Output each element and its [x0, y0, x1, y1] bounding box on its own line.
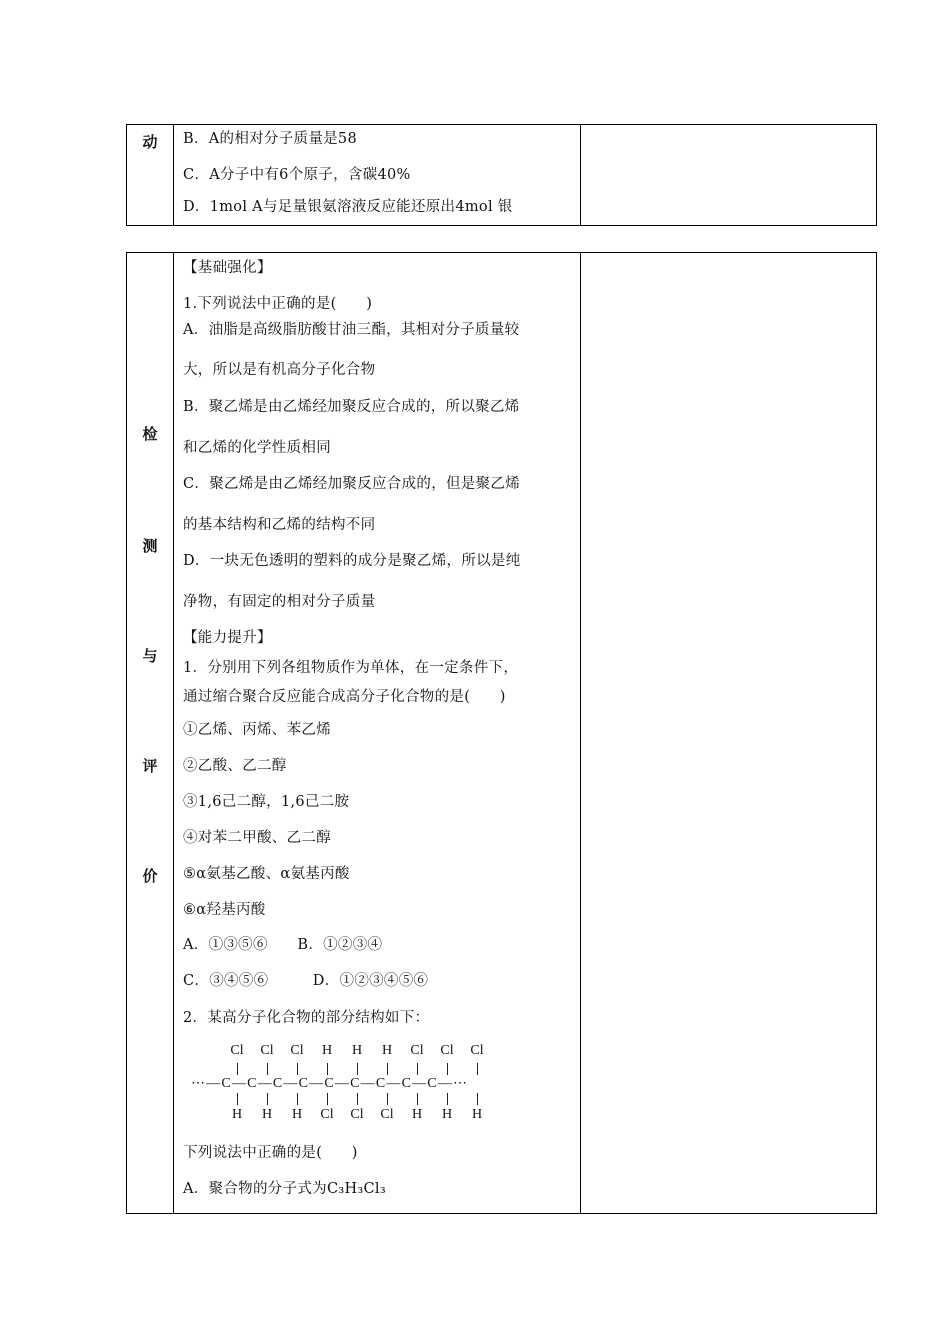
formula-bond — [267, 1093, 268, 1105]
side-label-yu: 与 — [142, 647, 158, 665]
q1-option-d-line2: 净物，有固定的相对分子质量 — [183, 594, 376, 610]
q1-option-c-line2: 的基本结构和乙烯的结构不同 — [183, 517, 376, 533]
option-b-line: B．A的相对分子质量是58 — [183, 131, 357, 147]
side-label-ce: 测 — [142, 537, 158, 555]
formula-bottom-atom: H — [231, 1107, 243, 1122]
formula-bottom-atom: H — [441, 1107, 453, 1122]
choice-item-3: ③1,6己二醇，1,6己二胺 — [183, 794, 350, 810]
formula-bottom-atom: H — [261, 1107, 273, 1122]
section-heading-basic: 【基础强化】 — [183, 260, 272, 276]
question-1-stem: 1.下列说法中正确的是( ) — [183, 296, 373, 312]
formula-bottom-atom: H — [411, 1107, 423, 1122]
formula-top-atom: Cl — [470, 1043, 484, 1058]
formula-bond — [357, 1063, 358, 1075]
column-divider-left — [173, 253, 174, 1213]
side-label-dong: 动 — [142, 133, 158, 151]
answer-options-cd: C．③④⑤⑥ D．①②③④⑤⑥ — [183, 973, 429, 989]
formula-bond — [417, 1093, 418, 1105]
column-divider-left — [173, 125, 174, 225]
side-label-jian: 检 — [142, 425, 158, 443]
q1-option-a-line2: 大，所以是有机高分子化合物 — [183, 362, 376, 378]
formula-bond — [447, 1063, 448, 1075]
q1-option-b-line1: B．聚乙烯是由乙烯经加聚反应合成的，所以聚乙烯 — [183, 399, 520, 415]
formula-bottom-atom: H — [471, 1107, 483, 1122]
formula-top-atom: Cl — [230, 1043, 244, 1058]
formula-bond — [237, 1093, 238, 1105]
q1-option-c-line1: C．聚乙烯是由乙烯经加聚反应合成的，但是聚乙烯 — [183, 476, 520, 492]
section-heading-advanced: 【能力提升】 — [183, 630, 272, 646]
main-table — [126, 252, 877, 1214]
question-3-stem: 2．某高分子化合物的部分结构如下： — [183, 1010, 430, 1026]
formula-bond — [237, 1063, 238, 1075]
q1-option-a-line1: A．油脂是高级脂肪酸甘油三酯，其相对分子质量较 — [183, 322, 520, 338]
choice-item-6: ⑥α羟基丙酸 — [183, 902, 266, 918]
formula-bond — [297, 1063, 298, 1075]
question-2-stem-line2: 通过缩合聚合反应能合成高分子化合物的是( ) — [183, 689, 506, 705]
formula-bond — [297, 1093, 298, 1105]
option-d-line: D．1mol A与足量银氨溶液反应能还原出4mol 银 — [183, 199, 513, 215]
formula-bottom-atom: Cl — [320, 1107, 334, 1122]
formula-bottom-atom: Cl — [380, 1107, 394, 1122]
side-label-jia: 价 — [142, 867, 158, 885]
side-label-ping: 评 — [142, 757, 158, 775]
formula-bond — [387, 1063, 388, 1075]
option-c-line: C．A分子中有6个原子，含碳40% — [183, 167, 411, 183]
formula-top-atom: Cl — [260, 1043, 274, 1058]
answer-options-ab: A．①③⑤⑥ B．①②③④ — [183, 937, 383, 953]
formula-top-atom: H — [381, 1043, 393, 1058]
formula-bond — [267, 1063, 268, 1075]
formula-main-chain: ⋯—C—C—C—C—C—C—C—C—C—⋯ — [191, 1076, 469, 1091]
formula-top-atom: Cl — [440, 1043, 454, 1058]
formula-bottom-atom: H — [291, 1107, 303, 1122]
q1-option-d-line1: D．一块无色透明的塑料的成分是聚乙烯，所以是纯 — [183, 553, 521, 569]
choice-item-1: ①乙烯、丙烯、苯乙烯 — [183, 722, 331, 738]
choice-item-5: ⑤α氨基乙酸、α氨基丙酸 — [183, 866, 350, 882]
question-3-prompt: 下列说法中正确的是( ) — [183, 1145, 358, 1161]
formula-bond — [327, 1063, 328, 1075]
formula-bond — [477, 1063, 478, 1075]
formula-bond — [447, 1093, 448, 1105]
formula-bond — [477, 1093, 478, 1105]
polymer-structure-formula — [187, 1043, 517, 1123]
question-2-stem-line1: 1．分别用下列各组物质作为单体，在一定条件下， — [183, 660, 519, 676]
q1-option-b-line2: 和乙烯的化学性质相同 — [183, 440, 331, 456]
choice-item-4: ④对苯二甲酸、乙二醇 — [183, 830, 331, 846]
choice-item-2: ②乙酸、乙二醇 — [183, 758, 287, 774]
formula-top-atom: Cl — [290, 1043, 304, 1058]
top-table — [126, 124, 877, 226]
formula-top-atom: H — [351, 1043, 363, 1058]
formula-top-atom: Cl — [410, 1043, 424, 1058]
q3-option-a: A．聚合物的分子式为C₃H₃Cl₃ — [183, 1181, 386, 1197]
formula-bond — [357, 1093, 358, 1105]
formula-bond — [327, 1093, 328, 1105]
formula-top-atom: H — [321, 1043, 333, 1058]
formula-bottom-atom: Cl — [350, 1107, 364, 1122]
formula-bond — [417, 1063, 418, 1075]
formula-bond — [387, 1093, 388, 1105]
